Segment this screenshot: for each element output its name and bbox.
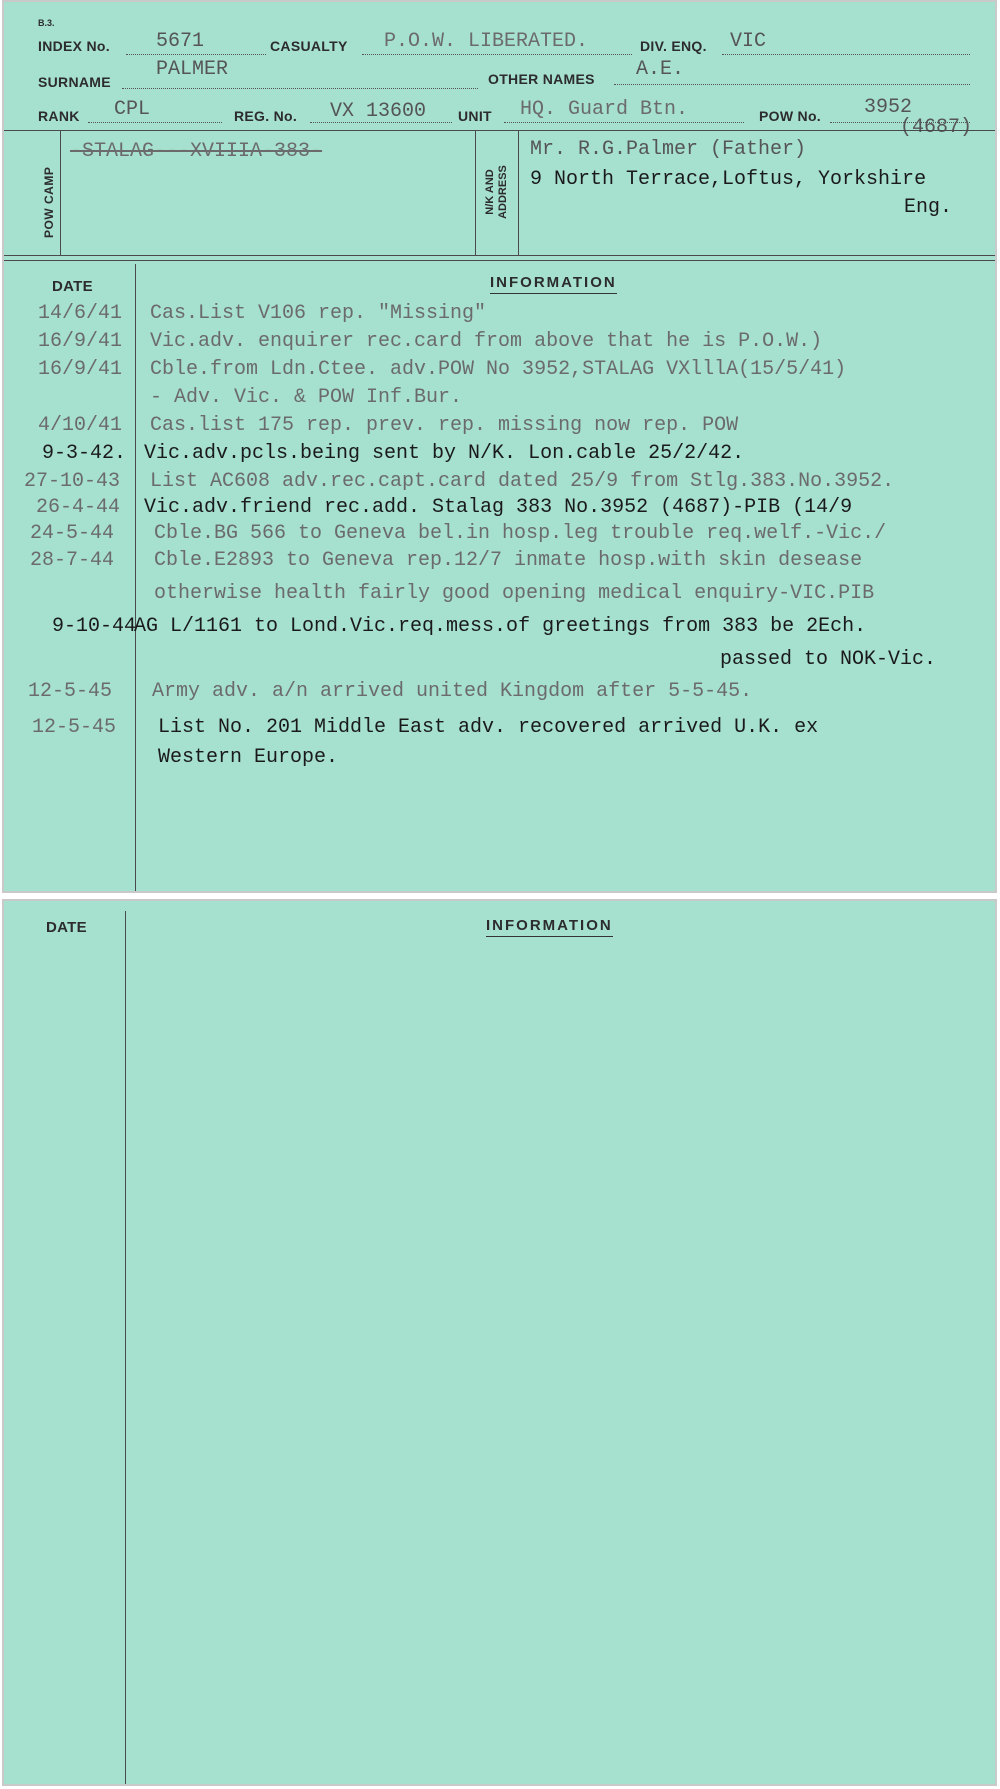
record-card-front (2, 0, 997, 893)
entry-text-line: Cble.E2893 to Geneva rep.12/7 inmate hosp.with skin desease (154, 549, 863, 572)
index-no-value: 5671 (156, 30, 205, 53)
casualty-value: P.O.W. LIBERATED. (384, 30, 589, 53)
entry-date: 24-5-44 (29, 522, 114, 545)
pow-camp-label: POW CAMP (42, 166, 56, 238)
other-names-label: OTHER NAMES (488, 71, 595, 87)
div-enq-value: VIC (730, 30, 767, 53)
date-column-divider (135, 264, 136, 893)
reg-no-label: REG. No. (234, 108, 298, 124)
reg-no-value: VX 13600 (330, 100, 427, 123)
date-header: DATE (52, 278, 93, 295)
rank-label: RANK (38, 108, 80, 124)
entry-date: 28-7-44 (29, 549, 114, 572)
back-date-column-divider (125, 911, 126, 1786)
surname-dotted-line (122, 88, 478, 89)
entry-text-line: otherwise health fairly good opening medical enquiry-VIC.PIB (154, 582, 875, 605)
casualty-dotted-line (362, 54, 632, 55)
entry-date: 27-10-43 (23, 470, 120, 493)
entry-date: 14/6/41 (37, 302, 122, 325)
rule-top-box (4, 130, 995, 131)
form-code: B.3. (38, 18, 55, 28)
entry-text-line: Army adv. a/n arrived united Kingdom after 5-5-45. (152, 680, 753, 703)
pow-camp-value: -STALAG---XVIIIA-383- (70, 140, 323, 163)
entry-text-line: List AC608 adv.rec.capt.card dated 25/9 from Stlg.383.No.3952. (150, 470, 895, 493)
div-enq-label: DIV. ENQ. (640, 38, 707, 54)
entry-date: 4/10/41 (37, 414, 122, 437)
pow-camp-divider (60, 130, 61, 256)
entry-date: 9-10-44 (51, 615, 136, 638)
unit-dotted-line (504, 122, 744, 123)
surname-value: PALMER (156, 58, 229, 81)
back-information-header: INFORMATION (486, 917, 613, 937)
entry-date: 9-3-42. (41, 442, 126, 465)
entry-text-line: Cble.from Ldn.Ctee. adv.POW No 3952,STALAG VXlllA(15/5/41) (150, 358, 847, 381)
entry-text-line: Cas.list 175 rep. prev. rep. missing now rep. POW (150, 414, 739, 437)
unit-value: HQ. Guard Btn. (520, 98, 689, 121)
surname-label: SURNAME (38, 74, 111, 90)
other-names-dotted-line (614, 84, 970, 85)
nk-line-3: Eng. (904, 196, 953, 219)
pow-no-alt-value: (4687) (900, 116, 973, 139)
entry-date: 12-5-45 (31, 716, 116, 739)
entry-text-line: Vic.adv.friend rec.add. Stalag 383 No.3952 (4687)-PIB (14/9 (144, 496, 853, 519)
information-header: INFORMATION (490, 274, 617, 294)
unit-label: UNIT (458, 108, 492, 124)
nk-line-2: 9 North Terrace,Loftus, Yorkshire (530, 168, 927, 191)
nk-address-label-line1: N/K AND (484, 169, 496, 215)
nk-divider-left (475, 130, 476, 256)
pow-no-label: POW No. (759, 108, 821, 124)
entry-text-line: Cble.BG 566 to Geneva bel.in hosp.leg trouble req.welf.-Vic./ (154, 522, 887, 545)
entry-date: 12-5-45 (27, 680, 112, 703)
record-card-back (2, 899, 997, 1786)
div-enq-dotted-line (722, 54, 970, 55)
entry-text-line: List No. 201 Middle East adv. recovered arrived U.K. ex (158, 716, 819, 739)
nk-divider-right (518, 130, 519, 256)
index-no-label: INDEX No. (38, 38, 110, 54)
entry-text-line: Cas.List V106 rep. "Missing" (150, 302, 487, 325)
index-no-dotted-line (126, 54, 266, 55)
back-date-header: DATE (46, 919, 87, 936)
entry-text-line: Vic.adv. enquirer rec.card from above that he is P.O.W.) (150, 330, 823, 353)
nk-address-label (484, 146, 510, 238)
entry-text-line: Vic.adv.pcls.being sent by N/K. Lon.cable 25/2/42. (144, 442, 745, 465)
entry-text-line: - Adv. Vic. & POW Inf.Bur. (150, 386, 463, 409)
other-names-value: A.E. (636, 58, 685, 81)
pow-no-value: 3952 (864, 96, 913, 119)
entry-text-line: passed to NOK-Vic. (720, 648, 937, 671)
rule-double (4, 255, 995, 261)
rank-value: CPL (114, 98, 151, 121)
entry-date: 16/9/41 (37, 330, 122, 353)
nk-address-label-line2: ADDRESS (497, 165, 509, 219)
entry-text-line: Western Europe. (158, 746, 339, 769)
rank-dotted-line (88, 122, 222, 123)
entry-date: 26-4-44 (35, 496, 120, 519)
entry-text-line: AG L/1161 to Lond.Vic.req.mess.of greetings from 383 be 2Ech. (134, 615, 867, 638)
nk-line-1: Mr. R.G.Palmer (Father) (530, 138, 807, 161)
entry-date: 16/9/41 (37, 358, 122, 381)
casualty-label: CASUALTY (270, 38, 348, 54)
